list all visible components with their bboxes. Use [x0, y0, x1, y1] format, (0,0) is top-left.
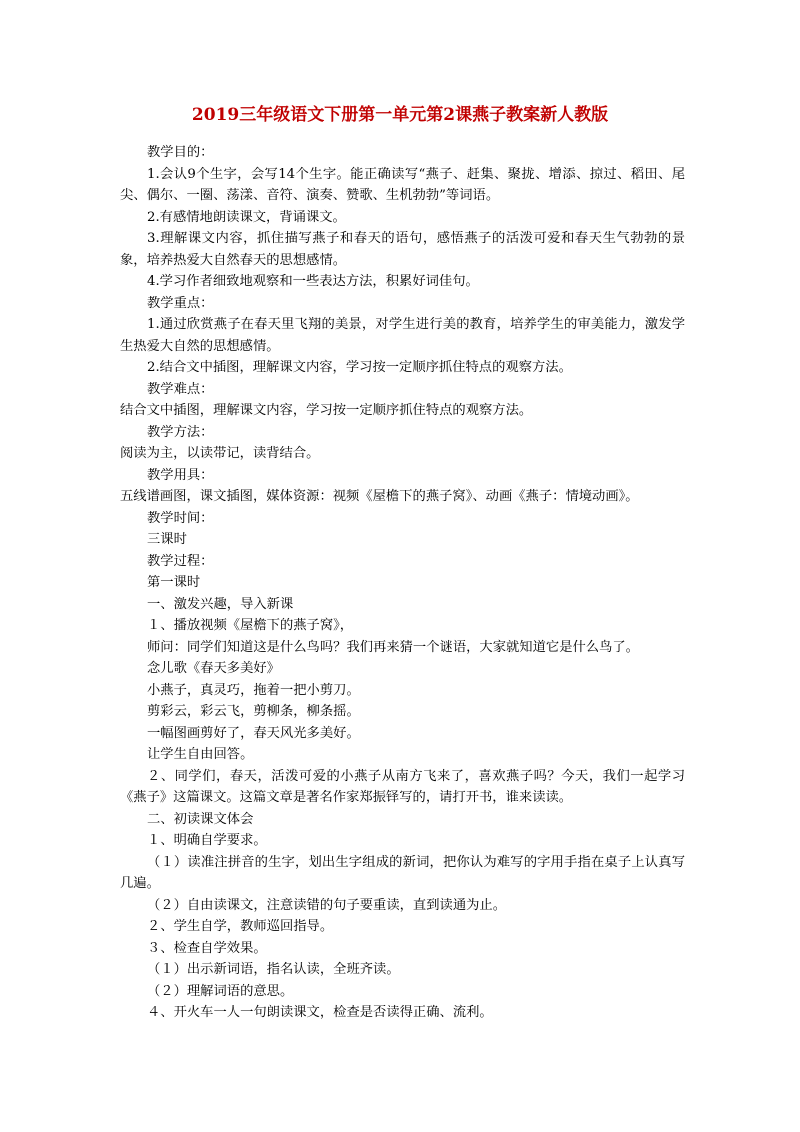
paragraph: （１）出示新词语，指名认读，全班齐读。	[147, 962, 400, 977]
paragraph: （１）读准注拼音的生字，划出生字组成的新词，把你认为难写的字用手指在桌子上认真写几遍。	[120, 854, 685, 891]
paragraph: 二、初读课文体会	[147, 811, 254, 827]
paragraph: ２、同学们，春天，活泼可爱的小燕子从南方飞来了，喜欢燕子吗？今天，我们一起学习《燕子》这篇课文。这篇文章是著名作家郑振铎写的，请打开书，谁来读读。	[120, 768, 685, 805]
paragraph: 教学用具：	[147, 467, 214, 483]
paragraph: 念儿歌《春天多美好》	[147, 661, 280, 676]
paragraph: 教学时间：	[147, 510, 214, 526]
paragraph: 4.学习作者细致地观察和一些表达方法，积累好词佳句。	[147, 274, 479, 289]
paragraph: 剪彩云，彩云飞，剪柳条，柳条摇。	[147, 704, 360, 719]
paragraph: ３、检查自学效果。	[147, 940, 267, 956]
paragraph: 阅读为主，以读带记，读背结合。	[120, 446, 320, 461]
paragraph: （２）理解词语的意思。	[147, 983, 294, 999]
paragraph: 五线谱画图，课文插图，媒体资源：视频《屋檐下的燕子窝》、动画《燕子：情境动画》。	[120, 489, 639, 504]
paragraph: 1.会认9个生字，会写14个生字。能正确读写“燕子、赶集、聚拢、增添、掠过、稻田、尾尖、偶尔、一圈、荡漾、音符、演奏、赞歌、生机勃勃”等词语。	[120, 166, 685, 203]
paragraph: ４、开火车一人一句朗读课文，检查是否读得正确、流利。	[147, 1005, 493, 1020]
paragraph: 三课时	[147, 532, 187, 547]
paragraph: 教学目的：	[147, 145, 214, 160]
paragraph: ２、学生自学，教师巡回指导。	[147, 919, 334, 934]
paragraph: 教学方法：	[147, 424, 214, 440]
paragraph: 教学重点：	[147, 295, 214, 311]
paragraph: １、明确自学要求。	[147, 833, 267, 848]
paragraph: 一、激发兴趣，导入新课	[147, 596, 294, 612]
paragraph: 1.通过欣赏燕子在春天里飞翔的美景，对学生进行美的教育，培养学生的审美能力，激发学生热爱大自然的思想感情。	[120, 317, 685, 354]
paragraph: 3.理解课文内容，抓住描写燕子和春天的语句，感悟燕子的活泼可爱和春天生气勃勃的景象，培养热爱大自然春天的思想感情。	[120, 231, 685, 268]
paragraph: 教学难点：	[147, 381, 214, 397]
paragraph: 2.有感情地朗读课文，背诵课文。	[147, 209, 346, 225]
paragraph: （２）自由读课文，注意读错的句子要重读，直到读通为止。	[147, 897, 507, 913]
paragraph: 结合文中插图，理解课文内容，学习按一定顺序抓住特点的观察方法。	[120, 403, 533, 418]
paragraph: 小燕子，真灵巧，拖着一把小剪刀。	[147, 682, 360, 698]
paragraph: 教学过程：	[147, 553, 214, 569]
document-title: 2019三年级语文下册第一单元第2课燕子教案新人教版	[191, 105, 609, 125]
paragraph: 师问：同学们知道这是什么鸟吗？我们再来猜一个谜语，大家就知道它是什么鸟了。	[147, 639, 639, 655]
paragraph: １、播放视频《屋檐下的燕子窝》，	[147, 618, 354, 633]
document-body	[120, 142, 685, 1024]
paragraph: 让学生自由回答。	[147, 747, 254, 762]
paragraph: 一幅图画剪好了，春天风光多美好。	[147, 725, 360, 741]
paragraph: 2.结合文中插图，理解课文内容，学习按一定顺序抓住特点的观察方法。	[147, 360, 572, 375]
paragraph: 第一课时	[147, 575, 201, 590]
